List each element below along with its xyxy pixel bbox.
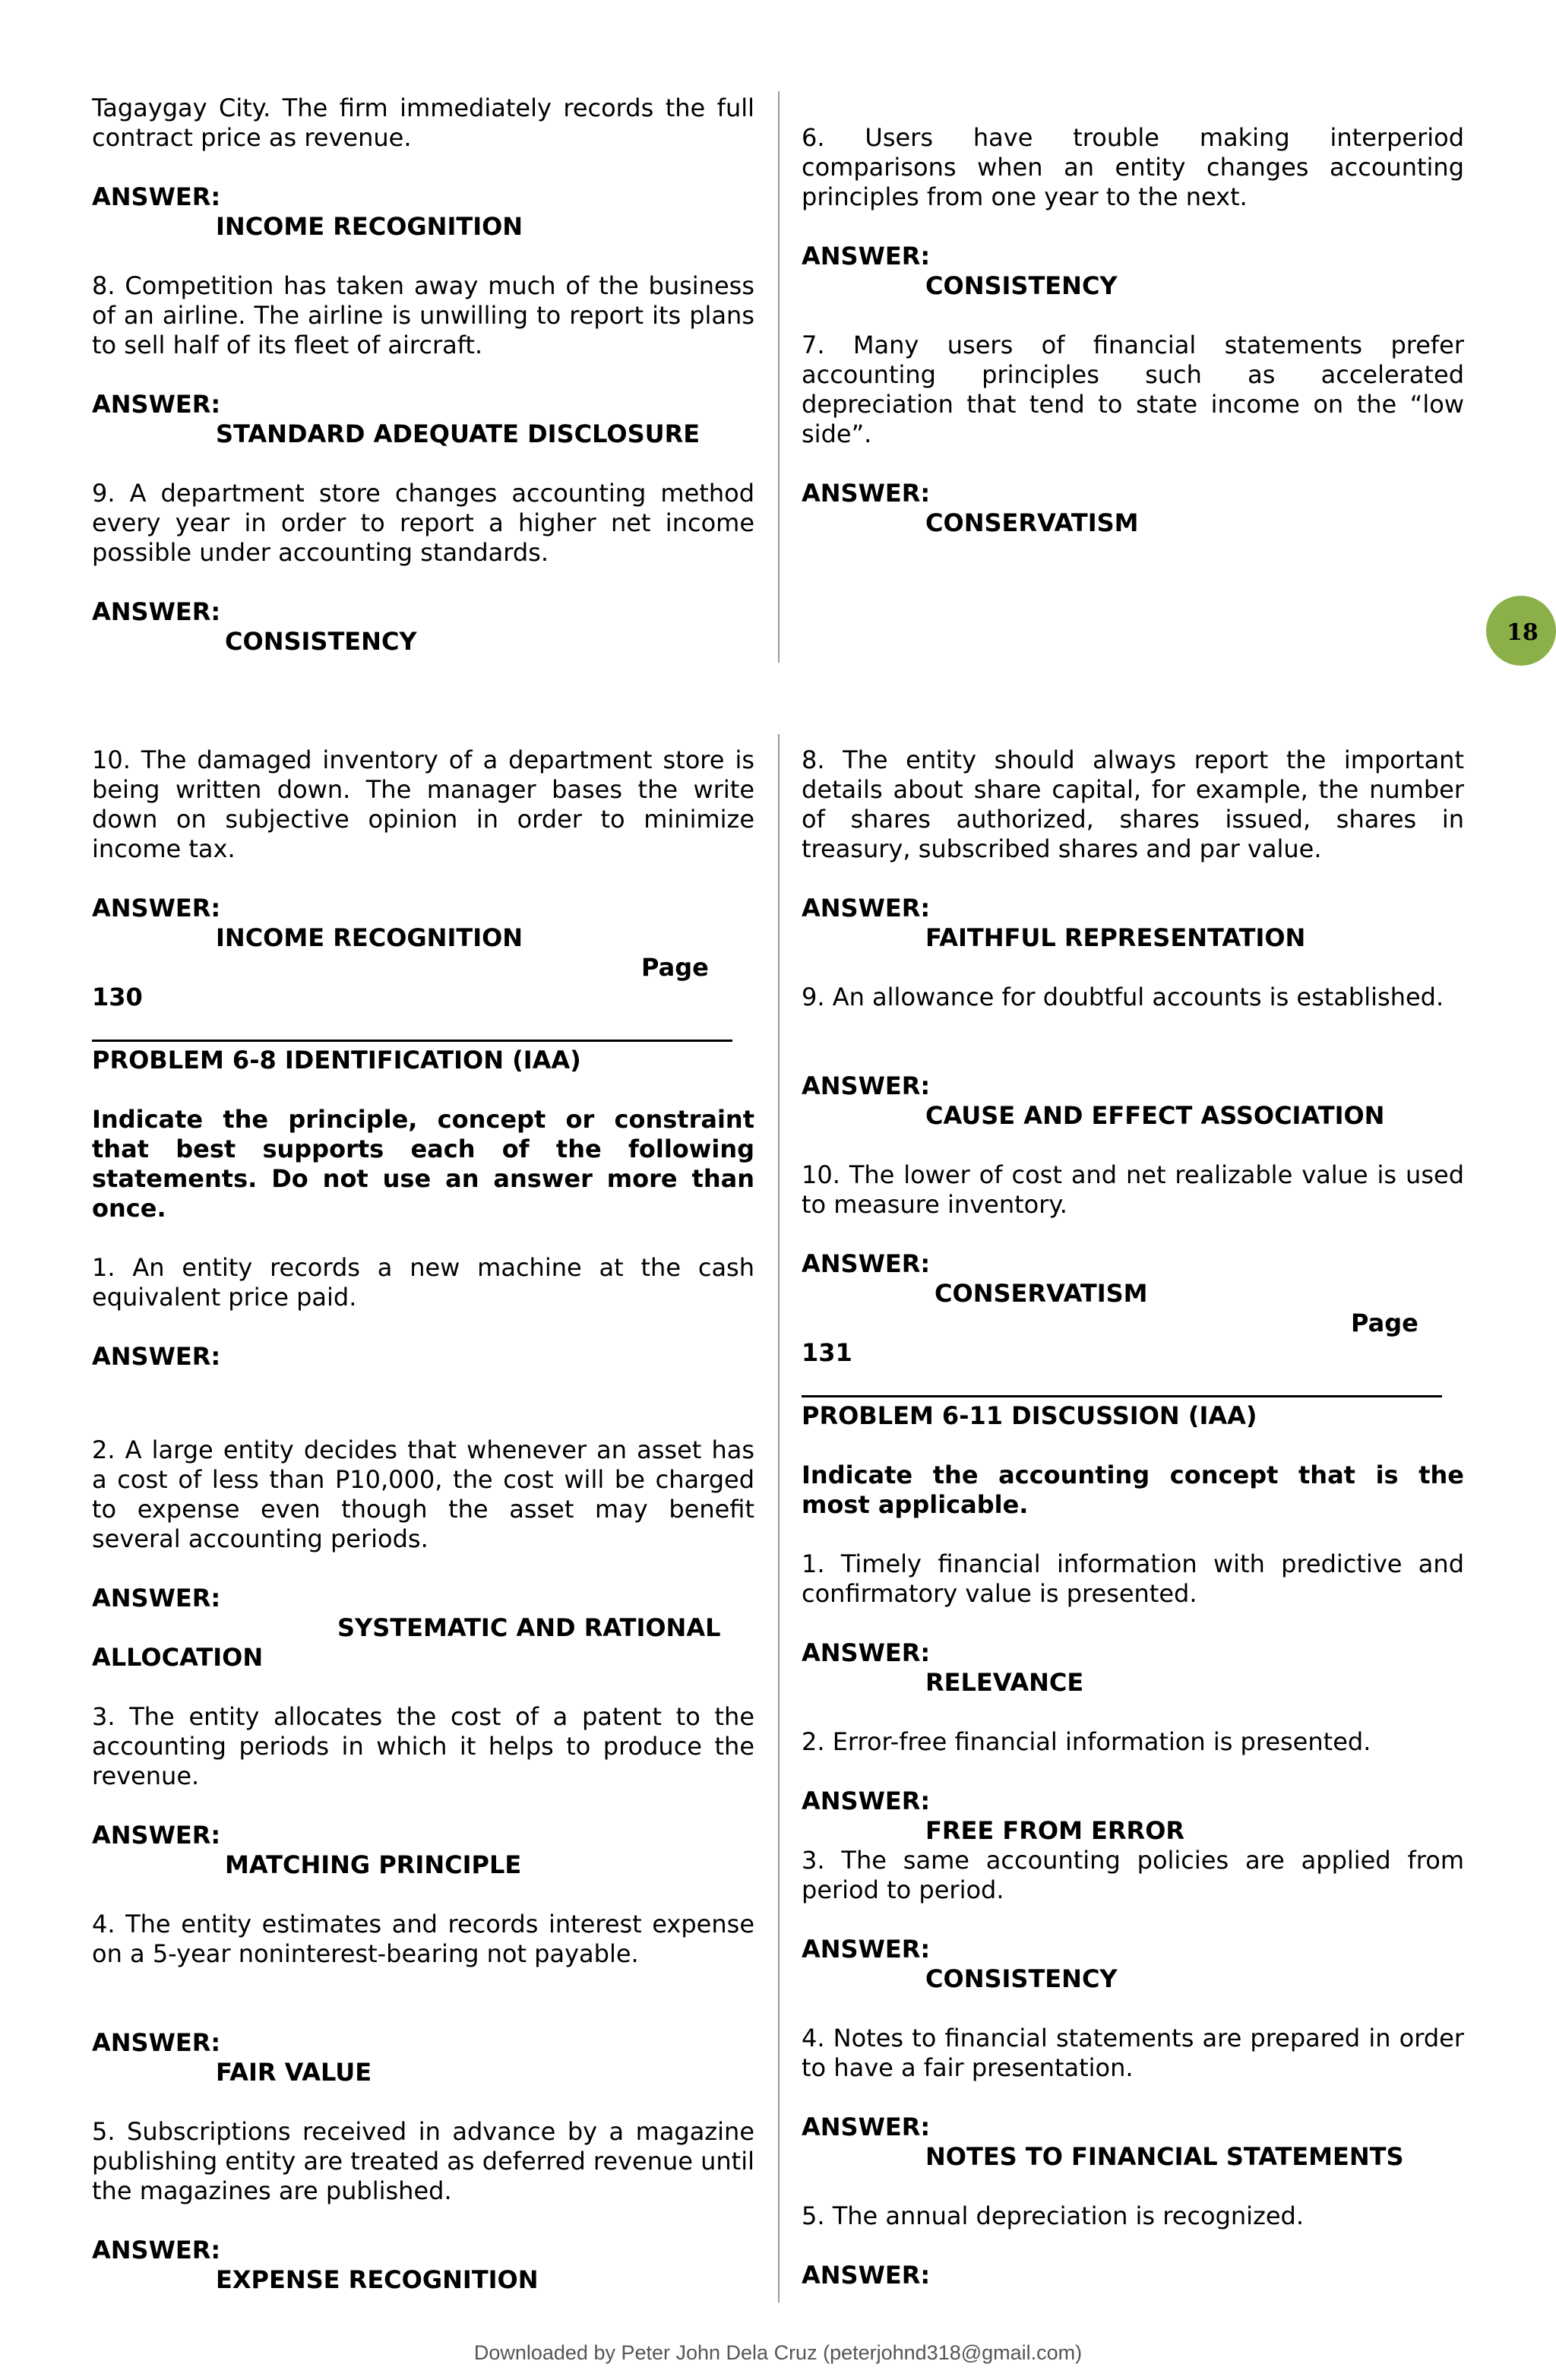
answer-label: ANSWER: [92,2028,221,2057]
answer-value: CAUSE AND EFFECT ASSOCIATION [925,1101,1385,1130]
question-text: 3. The same accounting policies are applied from period to period. [802,1846,1464,1904]
question-text: 10. The damaged inventory of a department store is being written down. The manager bases the write down on subjective opinion in order to minimize income tax. [92,745,754,863]
question-text: 2. A large entity decides that whenever an asset has a cost of less than P10,000, the cost will be charged to expense even though the asset may benefit several accounting periods. [92,1435,754,1553]
answer-label: ANSWER: [92,894,221,923]
answer-label: ANSWER: [92,1584,221,1613]
answer-value: STANDARD ADEQUATE DISCLOSURE [216,419,701,448]
answer-label: ANSWER: [92,182,221,211]
answer-label: ANSWER: [802,1935,931,1964]
answer-label: ANSWER: [92,1821,221,1850]
question-text: 4. The entity estimates and records interest expense on a 5-year noninterest-bearing not payable. [92,1910,754,1968]
section-rule [92,1040,732,1042]
answer-label: ANSWER: [802,1071,931,1100]
answer-value: FAITHFUL REPRESENTATION [925,923,1306,952]
question-text: 7. Many users of financial statements prefer accounting principles such as accelerated depreciation that tend to state income on the “low side”. [802,331,1464,448]
question-text: 10. The lower of cost and net realizable value is used to measure inventory. [802,1160,1464,1219]
question-text: 8. The entity should always report the important details about share capital, for example, the number of shares authorized, shares issued, shares in treasury, subscribed shares and par value. [802,745,1464,863]
answer-label: ANSWER: [802,1638,931,1667]
page-label: Page [641,953,709,982]
answer-label: ANSWER: [802,479,931,508]
question-text: 1. An entity records a new machine at the cash equivalent price paid. [92,1253,754,1312]
answer-label: ANSWER: [802,894,931,923]
question-text: 1. Timely financial information with predictive and confirmatory value is presented. [802,1549,1464,1608]
question-text: 5. Subscriptions received in advance by a magazine publishing entity are treated as deferred revenue until the magazines are published. [92,2117,754,2205]
question-text: 9. A department store changes accounting method every year in order to report a higher net income possible under accounting standards. [92,479,754,567]
answer-value: CONSISTENCY [925,1964,1118,1993]
upper-left-intro: Tagaygay City. The firm immediately records the full contract price as revenue. [92,93,754,152]
answer-value: RELEVANCE [925,1668,1084,1697]
page-label: Page [1351,1309,1418,1337]
answer-label: ANSWER: [92,597,221,626]
page-number: 131 [802,1338,852,1367]
answer-label: ANSWER: [92,1342,221,1371]
question-text: 8. Competition has taken away much of the business of an airline. The airline is unwilling to report its plans to sell half of its fleet of aircraft. [92,271,754,359]
question-text: 4. Notes to financial statements are prepared in order to have a fair presentation. [802,2024,1464,2082]
answer-label: ANSWER: [802,2261,931,2290]
answer-value: SYSTEMATIC AND RATIONAL [337,1613,721,1642]
answer-value: CONSERVATISM [935,1279,1148,1308]
answer-value: CONSERVATISM [925,508,1139,537]
download-footer: Downloaded by Peter John Dela Cruz (peterjohnd318@gmail.com) [473,2341,1083,2364]
answer-label: ANSWER: [802,1249,931,1278]
page-badge-number: 18 [1507,619,1539,646]
answer-value: MATCHING PRINCIPLE [225,1850,522,1879]
answer-value: INCOME RECOGNITION [216,212,523,241]
question-text: 2. Error-free financial information is presented. [802,1727,1371,1756]
answer-label: ANSWER: [802,242,931,271]
lower-column-divider [778,734,780,2302]
answer-value: EXPENSE RECOGNITION [216,2265,539,2294]
page-number: 130 [92,983,143,1011]
problem-title: PROBLEM 6-8 IDENTIFICATION (IAA) [92,1046,581,1074]
question-text: 6. Users have trouble making interperiod comparisons when an entity changes accounting principles from one year to the next. [802,123,1464,211]
section-rule [802,1395,1442,1397]
answer-label: ANSWER: [92,390,221,419]
answer-value-continued: ALLOCATION [92,1643,264,1672]
question-text: 9. An allowance for doubtful accounts is established. [802,983,1444,1011]
answer-value: NOTES TO FINANCIAL STATEMENTS [925,2142,1404,2171]
answer-label: ANSWER: [802,2113,931,2141]
answer-value: FREE FROM ERROR [925,1816,1185,1845]
answer-value: CONSISTENCY [925,271,1118,300]
question-text: 3. The entity allocates the cost of a patent to the accounting periods in which it helps to produce the revenue. [92,1702,754,1790]
answer-label: ANSWER: [802,1787,931,1815]
problem-instructions: Indicate the principle, concept or constraint that best supports each of the following statements. Do not use an answer more than once. [92,1105,754,1223]
answer-value: CONSISTENCY [225,627,417,656]
problem-instructions: Indicate the accounting concept that is the most applicable. [802,1461,1464,1519]
question-text: 5. The annual depreciation is recognized. [802,2201,1305,2230]
upper-column-divider [778,91,780,663]
answer-value: FAIR VALUE [216,2058,372,2087]
answer-value: INCOME RECOGNITION [216,923,523,952]
problem-title: PROBLEM 6-11 DISCUSSION (IAA) [802,1401,1257,1430]
answer-label: ANSWER: [92,2236,221,2264]
